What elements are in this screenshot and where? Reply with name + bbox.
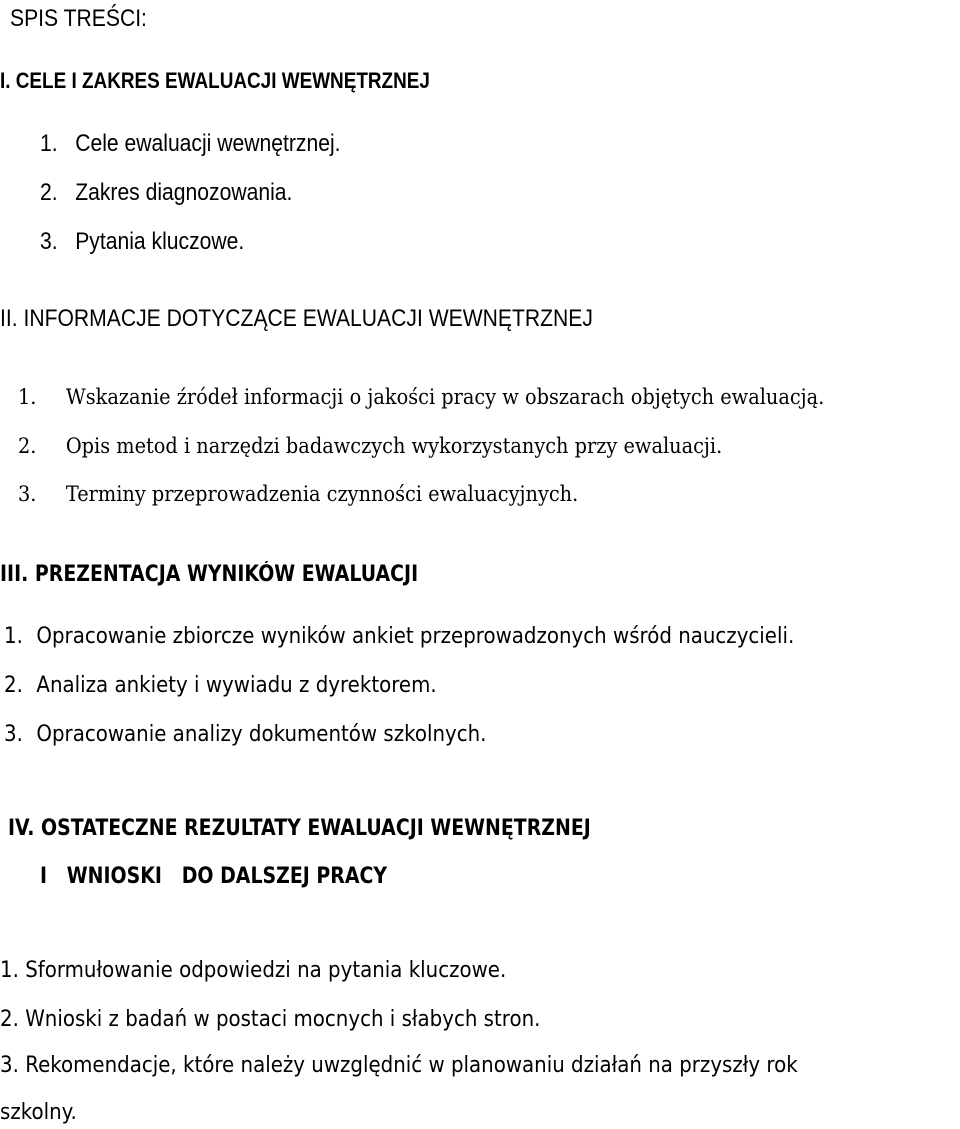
item-text: Pytania kluczowe. [75, 228, 245, 255]
item-text: Rekomendacje, które należy uwzględnić w planowaniu działań na przyszły rok [25, 1053, 798, 1078]
item-number: 1. [0, 958, 19, 983]
section-2-heading: II. INFORMACJE DOTYCZĄCE EWALUACJI WEWNĘTRZNEJ [0, 305, 593, 332]
item-text: Opracowanie zbiorcze wyników ankiet przeprowadzonych wśród nauczycieli. [36, 624, 795, 649]
item-number: 1. [4, 624, 23, 649]
item-number: 2. [0, 1007, 19, 1032]
section-4-item [0, 1055, 798, 1077]
section-3-item [4, 626, 794, 648]
item-number: 2. [40, 179, 58, 206]
section-4-heading: IV. OSTATECZNE REZULTATY EWALUACJI WEWNĘTRZNEJ [8, 816, 591, 841]
section-1-heading: I. CELE I ZAKRES EWALUACJI WEWNĘTRZNEJ [0, 68, 430, 93]
section-1-item [40, 230, 244, 254]
item-text: Terminy przeprowadzenia czynności ewaluacyjnych. [65, 482, 579, 506]
item-number: 2. [4, 673, 23, 698]
toc-title: SPIS TREŚCI: [10, 5, 147, 32]
item-text: Analiza ankiety i wywiadu z dyrektorem. [36, 673, 437, 698]
item-text: Zakres diagnozowania. [75, 179, 293, 206]
item-text: Sformułowanie odpowiedzi na pytania kluczowe. [25, 958, 507, 983]
section-2-item [18, 387, 824, 408]
section-3-item [4, 675, 437, 697]
item-number: 1. [40, 130, 58, 157]
section-4-item-continuation: szkolny. [0, 1100, 77, 1125]
item-number: 3. [18, 482, 37, 506]
section-2-item [18, 436, 722, 457]
item-number: 3. [40, 228, 58, 255]
item-text: Opracowanie analizy dokumentów szkolnych. [36, 722, 487, 747]
item-text: Wskazanie źródeł informacji o jakości pracy w obszarach objętych ewaluacją. [65, 385, 825, 409]
item-text: Opis metod i narzędzi badawczych wykorzystanych przy ewaluacji. [65, 434, 723, 458]
item-number: 3. [4, 722, 23, 747]
section-2-item [18, 484, 578, 505]
section-4-item [0, 1009, 540, 1031]
section-1-item [40, 132, 341, 156]
section-3-heading: III. PREZENTACJA WYNIKÓW EWALUACJI [0, 562, 419, 587]
section-3-item [4, 724, 486, 746]
section-4-item [0, 960, 506, 982]
item-number: 3. [0, 1053, 19, 1078]
item-number: 2. [18, 434, 37, 458]
section-4-heading-continuation: I WNIOSKI DO DALSZEJ PRACY [40, 864, 388, 889]
item-text: Cele ewaluacji wewnętrznej. [75, 130, 341, 157]
item-text: Wnioski z badań w postaci mocnych i słabych stron. [25, 1007, 541, 1032]
item-number: 1. [18, 385, 37, 409]
section-1-item [40, 181, 292, 205]
